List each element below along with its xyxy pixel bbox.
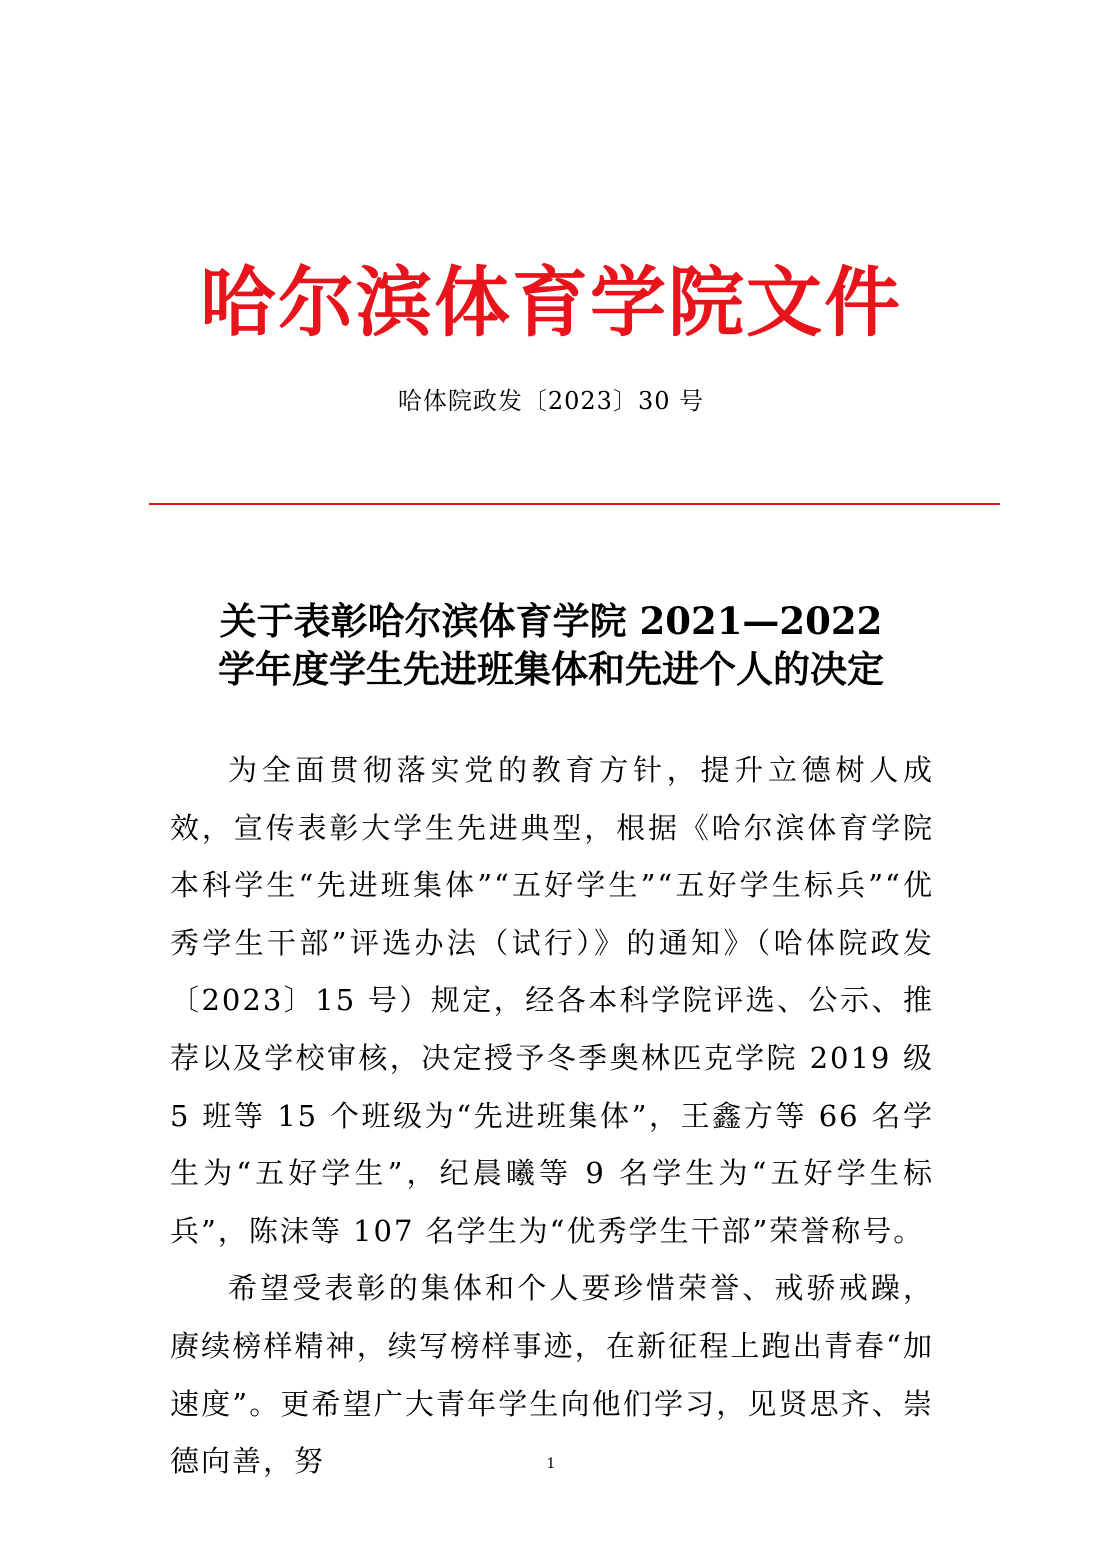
body-paragraph-2: 希望受表彰的集体和个人要珍惜荣誉、戒骄戒躁，赓续榜样精神，续写榜样事迹，在新征程上跑出青春“加速度”。更希望广大青年学生向他们学习，见贤思齐、崇德向善，努 (170, 1271, 934, 1479)
body-paragraph-1: 为全面贯彻落实党的教育方针，提升立德树人成效，宣传表彰大学生先进典型，根据《哈尔滨体育学院本科学生“先进班集体”“五好学生”“五好学生标兵”“优秀学生干部”评选办法（试行）》的通知》（哈体院政发〔2023〕15 号）规定，经各本科学院评选、公示、推荐以及学校审核，决定授予冬季奥林匹克学院 2019 级 5 班等 15 个班级为“先进班集体”，王鑫方等 66 名学生为“五好学生”，纪晨曦等 9 名学生为“五好学生标兵”，陈沫等 107 名学生为“优秀学生干部”荣誉称号。 (170, 753, 934, 1248)
page-number: 1 (546, 1456, 556, 1472)
document-body (170, 742, 934, 1491)
institution-title: 哈尔滨体育学院文件 (200, 258, 902, 347)
document-number: 哈体院政发〔2023〕30 号 (397, 387, 705, 415)
document-title (150, 597, 952, 693)
document-title-line-2: 学年度学生先进班集体和先进个人的决定 (218, 647, 884, 691)
red-divider-line (149, 503, 1000, 505)
document-title-line-1: 关于表彰哈尔滨体育学院 2021—2022 (219, 599, 883, 643)
